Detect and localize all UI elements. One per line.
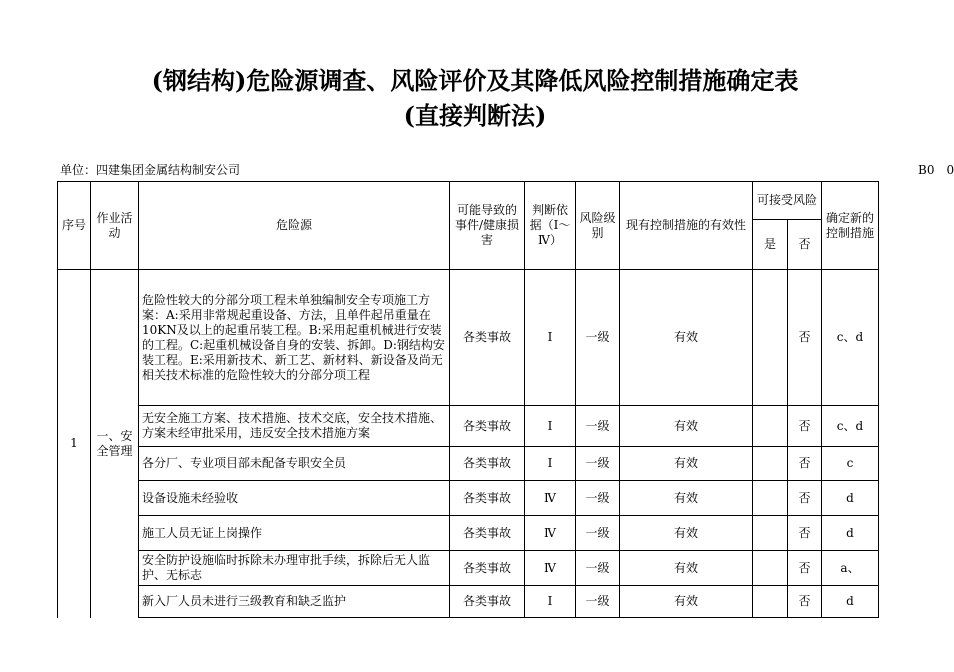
- new-control-cell: d: [822, 481, 879, 516]
- effectiveness-cell: 有效: [620, 481, 753, 516]
- header-activity: 作业活动: [91, 182, 139, 270]
- acceptable-yes-cell: [753, 551, 788, 586]
- consequence-cell: 各类事故: [450, 447, 525, 481]
- new-control-cell: c、d: [822, 406, 879, 447]
- acceptable-no-cell: 否: [788, 516, 822, 551]
- hazard-cell: 新入厂人员未进行三级教育和缺乏监护: [139, 586, 450, 618]
- basis-cell: Ⅳ: [525, 551, 576, 586]
- header-no: 否: [788, 220, 822, 270]
- effectiveness-cell: 有效: [620, 586, 753, 618]
- acceptable-yes-cell: [753, 516, 788, 551]
- acceptable-no-cell: 否: [788, 447, 822, 481]
- risk-level-cell: 一级: [576, 481, 620, 516]
- effectiveness-cell: 有效: [620, 270, 753, 406]
- table-row: [58, 551, 879, 586]
- header-yes: 是: [753, 220, 788, 270]
- consequence-cell: 各类事故: [450, 586, 525, 618]
- risk-level-cell: 一级: [576, 551, 620, 586]
- header-basis: 判断依据（Ⅰ～Ⅳ）: [525, 182, 576, 270]
- header-seq: 序号: [58, 182, 91, 270]
- document-subtitle: (直接判断法): [403, 101, 547, 130]
- new-control-cell: d: [822, 516, 879, 551]
- consequence-cell: 各类事故: [450, 481, 525, 516]
- effectiveness-cell: 有效: [620, 516, 753, 551]
- consequence-cell: 各类事故: [450, 406, 525, 447]
- document-title: (钢结构)危险源调查、风险评价及其降低风险控制措施确定表: [151, 66, 799, 95]
- document-code: B0 0: [918, 163, 954, 177]
- table-row: [58, 447, 879, 481]
- acceptable-no-cell: 否: [788, 406, 822, 447]
- group-seq: 1: [58, 270, 91, 618]
- effectiveness-cell: 有效: [620, 447, 753, 481]
- hazard-cell: 施工人员无证上岗操作: [139, 516, 450, 551]
- acceptable-no-cell: 否: [788, 270, 822, 406]
- acceptable-no-cell: 否: [788, 551, 822, 586]
- risk-level-cell: 一级: [576, 270, 620, 406]
- risk-level-cell: 一级: [576, 586, 620, 618]
- basis-cell: Ⅰ: [525, 586, 576, 618]
- acceptable-yes-cell: [753, 270, 788, 406]
- hazard-cell: 危险性较大的分部分项工程未单独编制安全专项施工方案：A:采用非常规起重设备、方法，且单件起吊重量在10KN及以上的起重吊装工程。B:采用起重机械进行安装的工程。C:起重机械设备自身的安装、拆卸。D:钢结构安装工程。E:采用新技术、新工艺、新材料、新设备及尚无相关技术标准的危险性较大的分部分项工程: [139, 270, 450, 406]
- risk-assessment-table: [57, 181, 879, 618]
- header-current-control: 现有控制措施的有效性: [620, 182, 753, 270]
- new-control-cell: a、: [822, 551, 879, 586]
- acceptable-yes-cell: [753, 481, 788, 516]
- basis-cell: Ⅰ: [525, 447, 576, 481]
- acceptable-no-cell: 否: [788, 586, 822, 618]
- acceptable-yes-cell: [753, 586, 788, 618]
- unit-label: 单位：四建集团金属结构制安公司: [60, 163, 241, 177]
- table-row: [58, 270, 879, 406]
- header-hazard: 危险源: [139, 182, 450, 270]
- basis-cell: Ⅰ: [525, 270, 576, 406]
- table-row: [58, 406, 879, 447]
- new-control-cell: c: [822, 447, 879, 481]
- group-activity: 一、安全管理: [91, 270, 139, 618]
- risk-level-cell: 一级: [576, 406, 620, 447]
- acceptable-yes-cell: [753, 406, 788, 447]
- header-row-1: [58, 182, 879, 220]
- consequence-cell: 各类事故: [450, 516, 525, 551]
- hazard-cell: 设备设施未经验收: [139, 481, 450, 516]
- hazard-cell: 各分厂、专业项目部未配备专职安全员: [139, 447, 450, 481]
- effectiveness-cell: 有效: [620, 551, 753, 586]
- basis-cell: Ⅰ: [525, 406, 576, 447]
- acceptable-yes-cell: [753, 447, 788, 481]
- hazard-cell: 安全防护设施临时拆除未办理审批手续，拆除后无人监护、无标志: [139, 551, 450, 586]
- basis-cell: Ⅳ: [525, 516, 576, 551]
- header-risk-level: 风险级别: [576, 182, 620, 270]
- table-row: [58, 481, 879, 516]
- acceptable-no-cell: 否: [788, 481, 822, 516]
- new-control-cell: c、d: [822, 270, 879, 406]
- new-control-cell: d: [822, 586, 879, 618]
- header-acceptable-risk: 可接受风险: [753, 182, 822, 220]
- table-row: [58, 516, 879, 551]
- effectiveness-cell: 有效: [620, 406, 753, 447]
- consequence-cell: 各类事故: [450, 270, 525, 406]
- basis-cell: Ⅳ: [525, 481, 576, 516]
- hazard-cell: 无安全施工方案、技术措施、技术交底，安全技术措施、方案未经审批采用，违反安全技术措施方案: [139, 406, 450, 447]
- table-row: [58, 586, 879, 618]
- header-new-control: 确定新的控制措施: [822, 182, 879, 270]
- risk-level-cell: 一级: [576, 447, 620, 481]
- consequence-cell: 各类事故: [450, 551, 525, 586]
- risk-level-cell: 一级: [576, 516, 620, 551]
- header-consequence: 可能导致的事件/健康损害: [450, 182, 525, 270]
